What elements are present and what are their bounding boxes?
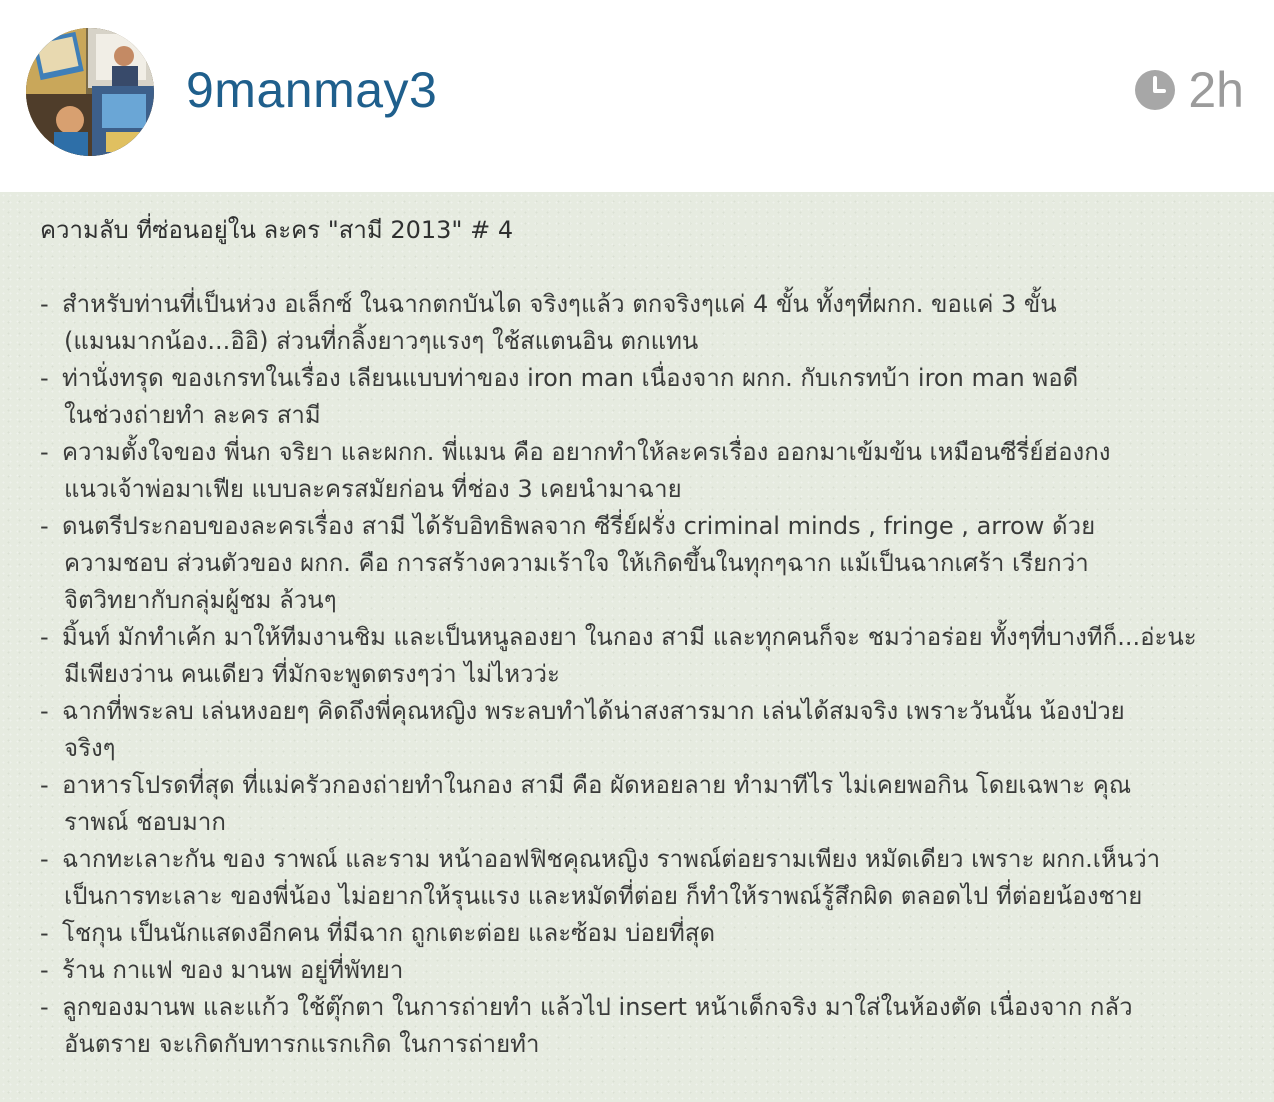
- item-text-continued: ในช่วงถ่ายทำ ละคร สามี: [64, 401, 321, 429]
- avatar-image: [26, 28, 154, 156]
- list-item: [40, 915, 1260, 952]
- item-text: อาหารโปรดที่สุด ที่แม่ครัวกองถ่ายทำในกอง สามี คือ ผัดหอยลาย ทำมาทีไร ไม่เคยพอกิน โดยเฉพาะ คุณ: [62, 771, 1132, 799]
- item-text: ฉากทะเลาะกัน ของ ราพณ์ และราม หน้าออฟฟิชคุณหญิง ราพณ์ต่อยรามเพียง หมัดเดียว เพราะ ผกก.เห็นว่า: [62, 845, 1161, 873]
- bullet-dash: -: [40, 290, 49, 318]
- list-item: [40, 434, 1260, 508]
- item-text: ลูกของมานพ และแก้ว ใช้ตุ๊กตา ในการถ่ายทำ แล้วไป insert หน้าเด็กจริง มาใส่ในห้องตัด เนื่องจาก กลัว: [62, 993, 1133, 1021]
- item-text: มิ้นท์ มักทำเค้ก มาให้ทีมงานชิม และเป็นหนูลองยา ในกอง สามี และทุกคนก็จะ ชมว่าอร่อย ทั้งๆที่บางทีก็...อ่ะนะ: [62, 623, 1197, 651]
- list-item: [40, 767, 1260, 841]
- item-text-continued: ราพณ์ ชอบมาก: [64, 808, 226, 836]
- item-text: ท่านั่งทรุด ของเกรทในเรื่อง เลียนแบบท่าของ iron man เนื่องจาก ผกก. กับเกรทบ้า iron man พอดี: [62, 364, 1079, 392]
- item-text-continued: มีเพียงว่าน คนเดียว ที่มักจะพูดตรงๆว่า ไม่ไหวว่ะ: [64, 660, 560, 688]
- item-text-continued: ความชอบ ส่วนตัวของ ผกก. คือ การสร้างความเร้าใจ ให้เกิดขึ้นในทุกๆฉาก แม้เป็นฉากเศร้า เรียกว่า: [64, 549, 1089, 577]
- bullet-dash: -: [40, 845, 49, 873]
- post-title: ความลับ ที่ซ่อนอยู่ใน ละคร "สามี 2013" # 4: [40, 216, 514, 244]
- bullet-dash: -: [40, 956, 49, 984]
- post-timestamp: [1134, 60, 1244, 120]
- username-link[interactable]: 9manmay3: [186, 62, 438, 118]
- item-text-continued: จิตวิทยากับกลุ่มผู้ชม ล้วนๆ: [64, 586, 337, 614]
- list-item: [40, 693, 1260, 767]
- item-text: ดนตรีประกอบของละครเรื่อง สามี ได้รับอิทธิพลจาก ซีรี่ย์ฝรั่ง criminal minds , fringe , arrow ด้วย: [62, 512, 1096, 540]
- item-text: ฉากที่พระลบ เล่นหงอยๆ คิดถึงพี่คุณหญิง พระลบทำได้น่าสงสารมาก เล่นได้สมจริง เพราะวันนั้น น้องป่วย: [62, 697, 1125, 725]
- item-text-continued: (แมนมากน้อง...อิอิ) ส่วนที่กลิ้งยาวๆแรงๆ ใช้สแตนอิน ตกแทน: [64, 327, 699, 355]
- avatar[interactable]: [26, 28, 154, 156]
- bullet-dash: -: [40, 512, 49, 540]
- list-item: [40, 952, 1260, 989]
- clock-icon: [1134, 69, 1176, 111]
- bullet-dash: -: [40, 771, 49, 799]
- list-item: [40, 989, 1260, 1063]
- item-text: โชกุน เป็นนักแสดงอีกคน ที่มีฉาก ถูกเตะต่อย และซ้อม บ่อยที่สุด: [62, 919, 716, 947]
- item-text: ร้าน กาแฟ ของ มานพ อยู่ที่พัทยา: [62, 956, 404, 984]
- bullet-dash: -: [40, 438, 49, 466]
- post-image[interactable]: [0, 192, 1274, 1102]
- list-item: [40, 508, 1260, 619]
- item-text: ความตั้งใจของ พี่นก จริยา และผกก. พี่แมน คือ อยากทำให้ละครเรื่อง ออกมาเข้มข้น เหมือนซีรี่ย์ฮ่องกง: [62, 438, 1111, 466]
- bullet-dash: -: [40, 697, 49, 725]
- item-text-continued: แนวเจ้าพ่อมาเฟีย แบบละครสมัยก่อน ที่ช่อง 3 เคยนำมาฉาย: [64, 475, 682, 503]
- list-item: [40, 286, 1260, 360]
- item-text-continued: อันตราย จะเกิดกับทารกแรกเกิด ในการถ่ายทำ: [64, 1030, 540, 1058]
- item-text: สำหรับท่านที่เป็นห่วง อเล็กซ์ ในฉากตกบันได จริงๆแล้ว ตกจริงๆแค่ 4 ขั้น ทั้งๆที่ผกก. ขอแค่ 3 ขั้น: [62, 290, 1057, 318]
- list-item: [40, 360, 1260, 434]
- item-text-continued: จริงๆ: [64, 734, 116, 762]
- post-header: [0, 0, 1274, 192]
- bullet-dash: -: [40, 364, 49, 392]
- bullet-dash: -: [40, 993, 49, 1021]
- bullet-dash: -: [40, 919, 49, 947]
- fact-list: [40, 286, 1260, 1063]
- list-item: [40, 619, 1260, 693]
- time-ago: 2h: [1188, 62, 1244, 118]
- list-item: [40, 841, 1260, 915]
- item-text-continued: เป็นการทะเลาะ ของพี่น้อง ไม่อยากให้รุนแรง และหมัดที่ต่อย ก็ทำให้ราพณ์รู้สึกผิด ตลอดไป ที่ต่อยน้องชาย: [64, 882, 1143, 910]
- bullet-dash: -: [40, 623, 49, 651]
